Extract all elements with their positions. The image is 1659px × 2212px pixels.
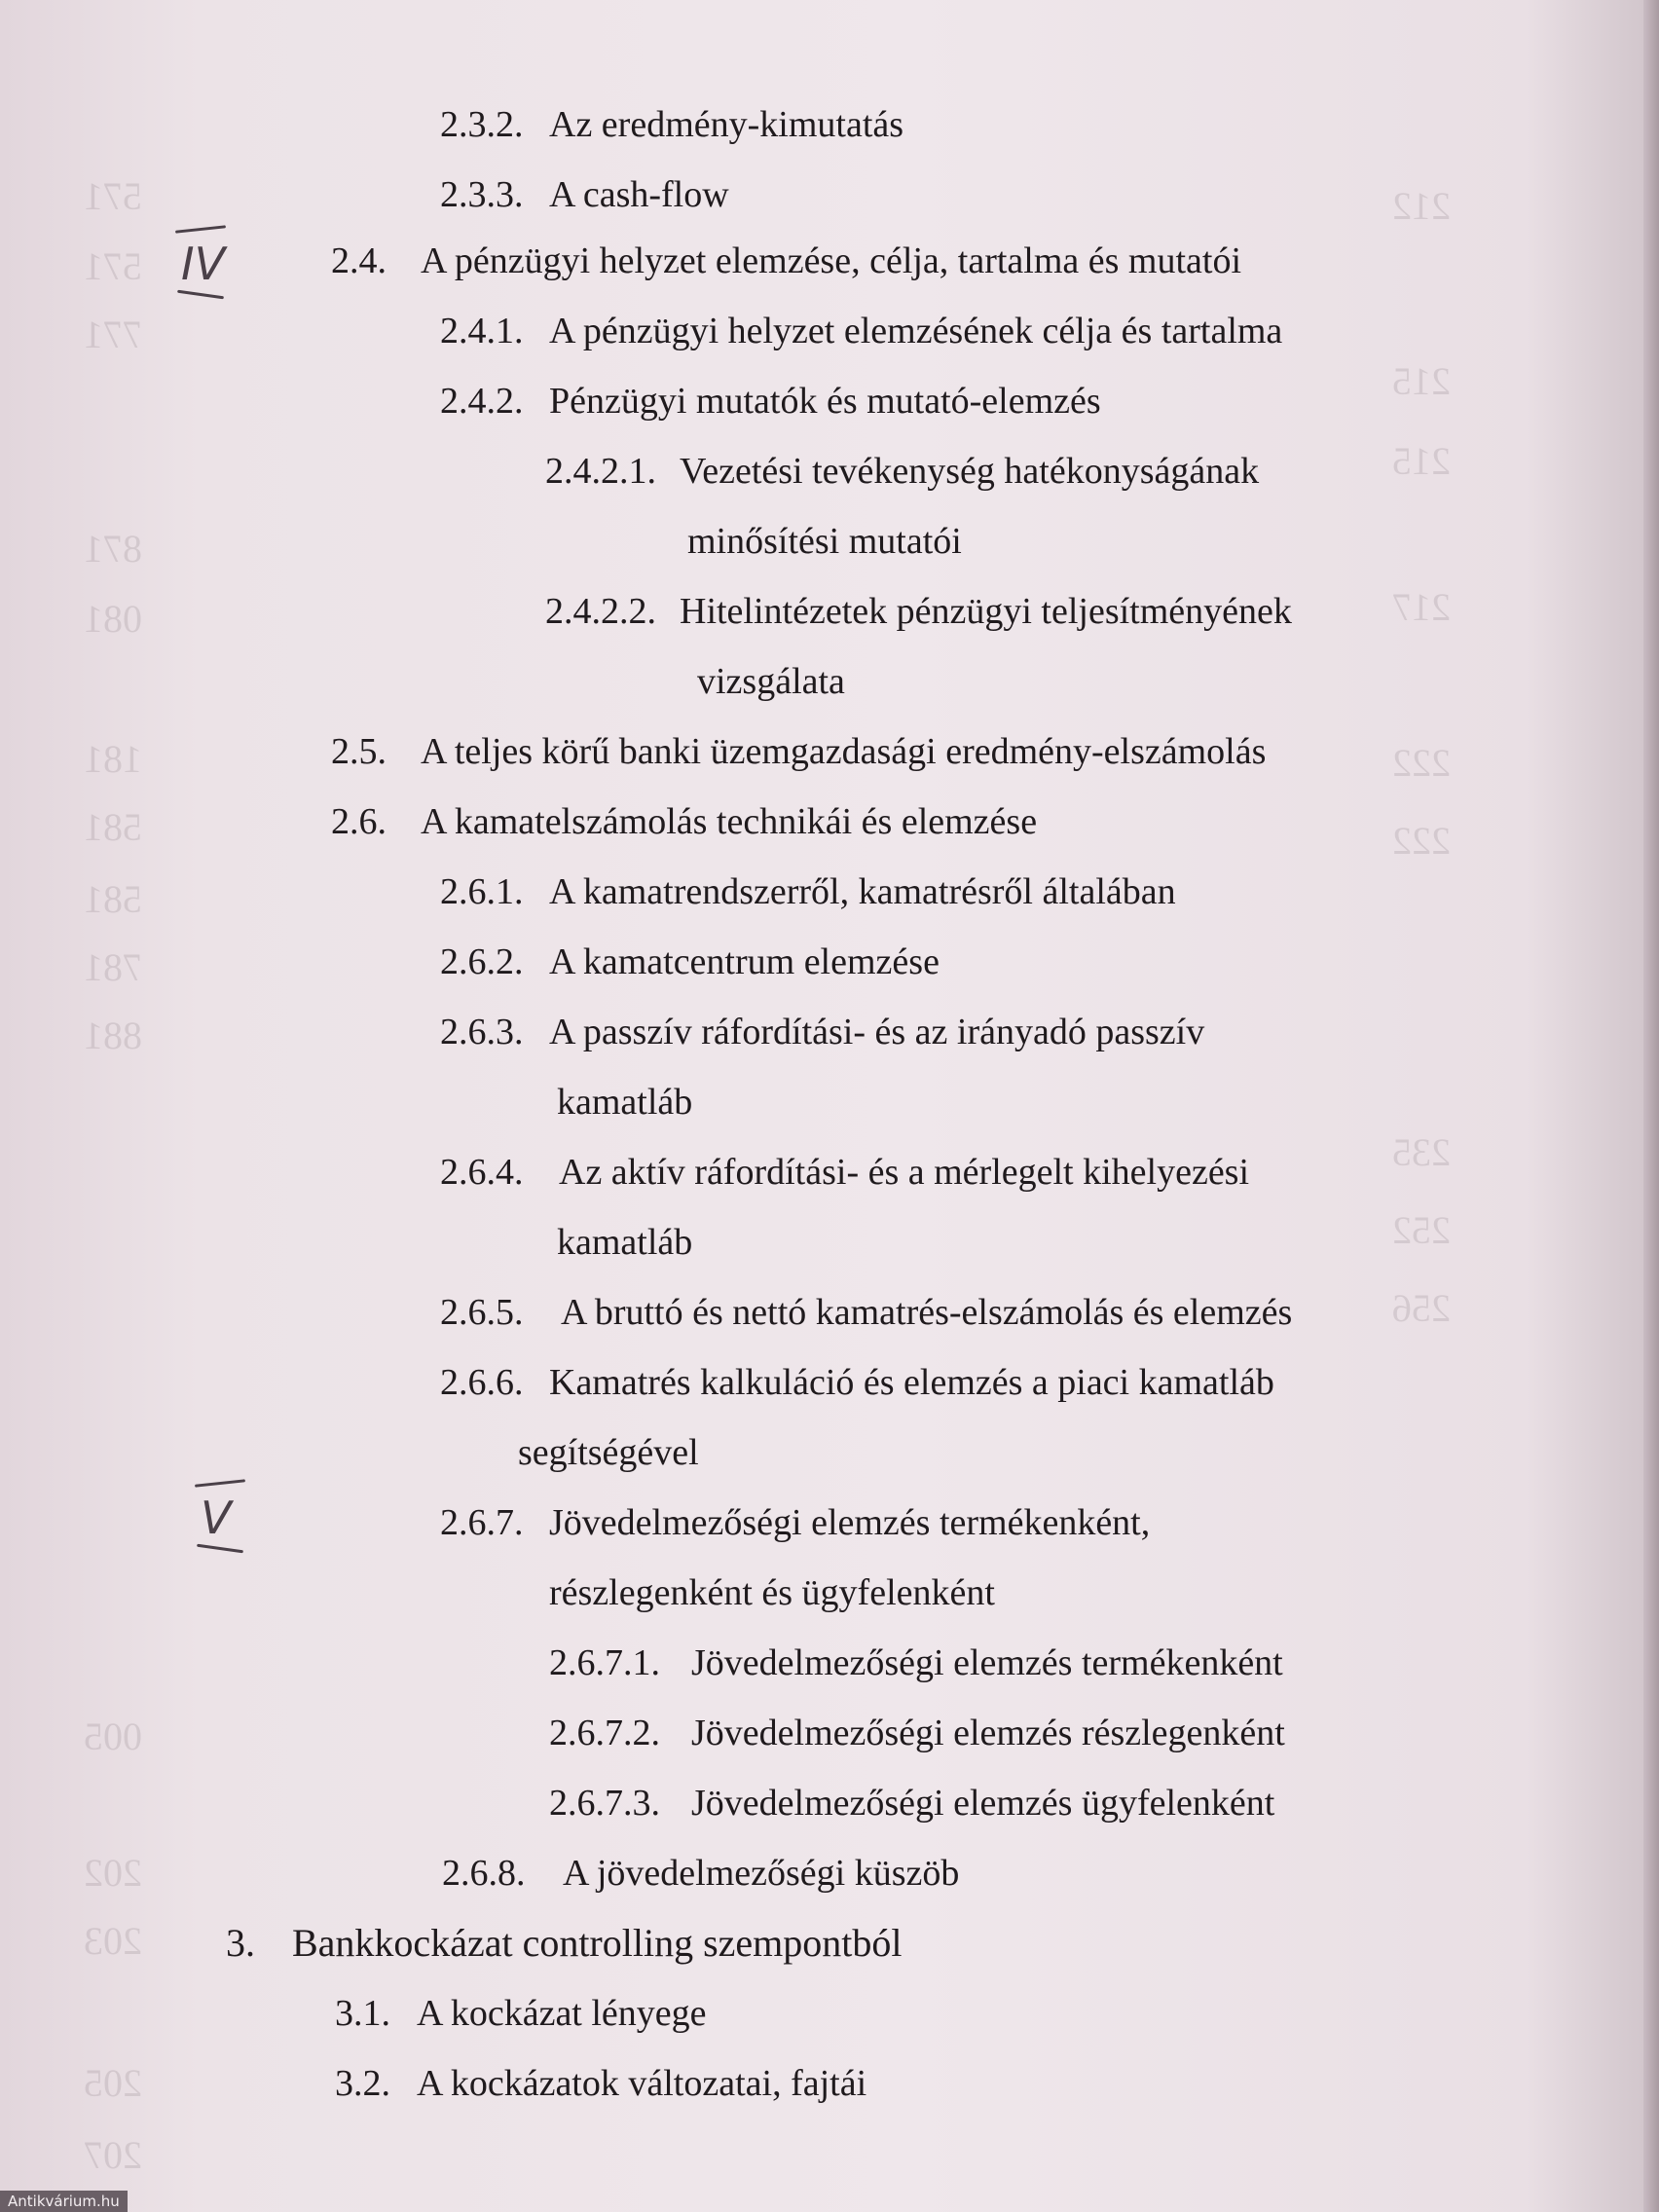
toc-line [549, 1571, 995, 1614]
toc-line [226, 1922, 903, 1965]
toc-line [440, 173, 729, 216]
toc-line [440, 1361, 1274, 1404]
toc-title: Jövedelmezőségi elemzés termékenként [691, 1642, 1283, 1683]
toc-number: 2.5. [331, 731, 387, 772]
toc-title-continuation: részlegenként és ügyfelenként [549, 1572, 995, 1613]
toc-number: 2.6.7. [440, 1502, 524, 1543]
toc-title: Vezetési tevékenység hatékonyságának [680, 451, 1260, 492]
watermark: Antikvárium.hu [0, 2191, 128, 2212]
toc-number: 2.6.2. [440, 941, 524, 982]
toc-line [442, 1852, 959, 1895]
toc-number: 2.4.2.1. [545, 451, 656, 492]
toc-number: 2.6.6. [440, 1362, 524, 1403]
toc-number: 2.6.1. [440, 871, 524, 912]
toc-number: 2.3.3. [440, 174, 524, 215]
toc-number: 2.6.8. [442, 1853, 526, 1894]
toc-line [331, 730, 1266, 773]
toc-line [518, 1431, 699, 1474]
toc-title-continuation: segítségével [518, 1432, 699, 1473]
toc-title: A cash-flow [549, 174, 729, 215]
toc-line [557, 1221, 692, 1264]
toc-line [331, 240, 1241, 282]
toc-line [697, 660, 845, 703]
toc-line [549, 1712, 1285, 1754]
toc-number: 2.6.7.3. [549, 1783, 660, 1824]
toc-line [545, 450, 1259, 493]
toc-title: Bankkockázat controlling szempontból [292, 1921, 903, 1965]
toc-line [440, 940, 940, 983]
toc-line [440, 1501, 1150, 1544]
toc-number: 2.6.7.2. [549, 1713, 660, 1753]
toc-line [545, 590, 1292, 633]
toc-title: Az aktív ráfordítási- és a mérlegelt kihelyezési [559, 1152, 1250, 1193]
toc-title-continuation: kamatláb [557, 1082, 693, 1123]
toc-line [440, 310, 1282, 352]
toc-title-continuation: minősítési mutatói [687, 521, 962, 562]
toc-title: Az eredmény-kimutatás [549, 104, 904, 145]
toc-title: A pénzügyi helyzet elemzésének célja és tartalma [549, 311, 1283, 351]
toc-line [440, 1151, 1249, 1194]
toc-number: 2.3.2. [440, 104, 524, 145]
toc-line [440, 380, 1101, 423]
toc-number: 2.6.7.1. [549, 1642, 660, 1683]
toc-title: A bruttó és nettó kamatrés-elszámolás és elemzés [561, 1292, 1293, 1333]
toc-title: A kamatcentrum elemzése [549, 941, 940, 982]
toc-line [687, 520, 962, 563]
handwritten-mark-v [201, 1492, 231, 1544]
toc-number: 2.6.3. [440, 1012, 524, 1052]
toc-title: A kockázatok változatai, fajtái [417, 2063, 867, 2104]
toc-line [549, 1641, 1283, 1684]
toc-line [557, 1081, 692, 1124]
toc-number: 2.6. [331, 801, 387, 842]
toc-line [440, 103, 903, 146]
toc-title: Jövedelmezőségi elemzés termékenként, [549, 1502, 1151, 1543]
toc-number: 2.4.2.2. [545, 591, 656, 632]
mark-text: V [201, 1492, 232, 1544]
toc-number: 3.2. [335, 2063, 390, 2104]
toc-line [440, 1291, 1292, 1334]
toc-number: 2.4.1. [440, 311, 524, 351]
mark-text: IV [181, 238, 226, 290]
toc-line [331, 800, 1037, 843]
toc-title: Pénzügyi mutatók és mutató-elemzés [549, 381, 1101, 422]
toc-title: Jövedelmezőségi elemzés részlegenként [691, 1713, 1285, 1753]
toc-number: 3.1. [335, 1993, 390, 2034]
toc-title: A kamatelszámolás technikái és elemzése [421, 801, 1038, 842]
toc-title: A jövedelmezőségi küszöb [563, 1853, 960, 1894]
toc-number: 2.6.5. [440, 1292, 524, 1333]
toc-title: Kamatrés kalkuláció és elemzés a piaci kamatláb [549, 1362, 1274, 1403]
toc-number: 2.6.4. [440, 1152, 524, 1193]
toc-line [335, 2062, 866, 2105]
toc-number: 2.4.2. [440, 381, 524, 422]
toc-line [549, 1782, 1274, 1825]
toc-title-continuation: vizsgálata [697, 661, 845, 702]
toc-title: A kockázat lényege [417, 1993, 707, 2034]
handwritten-mark-iv [181, 238, 225, 290]
toc-line [335, 1992, 707, 2035]
bleed-through-decoration: 571 571 771 871 081 181 581 581 781 881 005 202 203 205 207 212 215 215 217 222 222 235 252 256 [84, 174, 1451, 2177]
toc-title: A pénzügyi helyzet elemzése, célja, tartalma és mutatói [421, 240, 1242, 281]
toc-title: A teljes körű banki üzemgazdasági eredmény-elszámolás [421, 731, 1267, 772]
toc-line [440, 1011, 1204, 1053]
toc-number: 3. [226, 1921, 255, 1965]
toc-title: A passzív ráfordítási- és az irányadó passzív [549, 1012, 1205, 1052]
toc-title-continuation: kamatláb [557, 1222, 693, 1263]
toc-title: Jövedelmezőségi elemzés ügyfelenként [691, 1783, 1275, 1824]
toc-title: A kamatrendszerről, kamatrésről általában [549, 871, 1176, 912]
toc-number: 2.4. [331, 240, 387, 281]
toc-title: Hitelintézetek pénzügyi teljesítményének [680, 591, 1292, 632]
toc-line [440, 870, 1176, 913]
